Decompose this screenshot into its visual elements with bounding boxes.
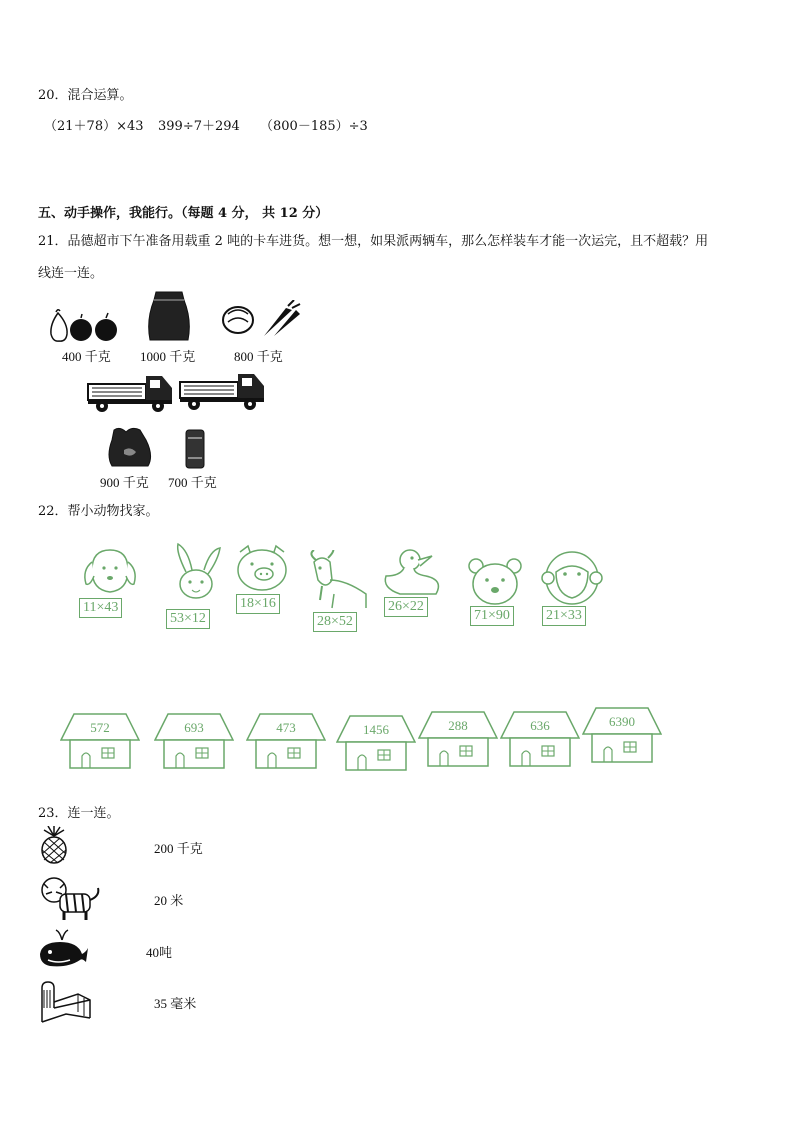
bag-icon: [106, 426, 154, 472]
q23-label-1: 200 千克: [154, 841, 203, 856]
vegetables-icon: [220, 300, 302, 344]
q20-title: 20．混合运算。: [38, 88, 133, 103]
barrel-icon: [184, 428, 206, 474]
house-2: [154, 712, 234, 772]
house-5: [418, 710, 498, 770]
q20-expr-3: （800－185）÷3: [260, 119, 368, 134]
house-number-2: 693: [184, 720, 204, 735]
sack-icon: [146, 290, 192, 346]
q23-title: 23．连一连。: [38, 806, 120, 821]
animal-sign-6: 71×90: [470, 606, 514, 626]
truck-icon-2: [178, 370, 268, 416]
bed-icon: [38, 978, 94, 1028]
house-1: [60, 712, 140, 772]
house-3: [246, 712, 326, 772]
q23-label-3: 40吨: [146, 945, 173, 960]
animal-sign-5: 26×22: [384, 597, 428, 617]
house-number-1: 572: [90, 720, 110, 735]
animal-sign-1: 11×43: [79, 598, 122, 618]
house-7: [582, 706, 662, 766]
pineapple-icon: [38, 826, 70, 868]
q22-title: 22．帮小动物找家。: [38, 504, 159, 519]
goods-label-1: 400 千克: [62, 349, 111, 364]
truck-icon-1: [86, 372, 174, 418]
goods-label-5: 700 千克: [168, 475, 217, 490]
q23-label-2: 20 米: [154, 893, 184, 908]
monkey-icon: [540, 550, 604, 610]
q20-expr-2: 399÷7＋294: [158, 119, 240, 134]
fruit-icon: [46, 308, 120, 348]
q21-text-line1: 21．品德超市下午准备用载重 2 吨的卡车进货。想一想，如果派两辆车，那么怎样装车才能一次运完，且不超载？用: [38, 234, 709, 249]
house-number-3: 473: [276, 720, 296, 735]
goods-label-4: 900 千克: [100, 475, 149, 490]
house-number-4: 1456: [363, 722, 389, 737]
house-4: [336, 714, 416, 774]
house-number-5: 288: [448, 718, 468, 733]
animal-sign-3: 18×16: [236, 594, 280, 614]
tiger-icon: [38, 874, 102, 926]
animal-sign-2: 53×12: [166, 609, 210, 629]
animal-sign-4: 28×52: [313, 612, 357, 632]
whale-icon: [38, 928, 88, 974]
house-6: [500, 710, 580, 770]
house-number-7: 6390: [609, 714, 635, 729]
animal-sign-7: 21×33: [542, 606, 586, 626]
q23-label-4: 35 毫米: [154, 996, 197, 1011]
rabbit-icon: [164, 542, 228, 618]
section-heading: 五、动手操作，我能行。（每题 4 分， 共 12 分）: [38, 206, 329, 221]
house-number-6: 636: [530, 718, 550, 733]
q20-expr-1: （21＋78）×43: [44, 119, 144, 134]
goods-label-3: 800 千克: [234, 349, 283, 364]
q21-text-line2: 线连一连。: [38, 266, 104, 281]
goods-label-2: 1000 千克: [140, 349, 196, 364]
